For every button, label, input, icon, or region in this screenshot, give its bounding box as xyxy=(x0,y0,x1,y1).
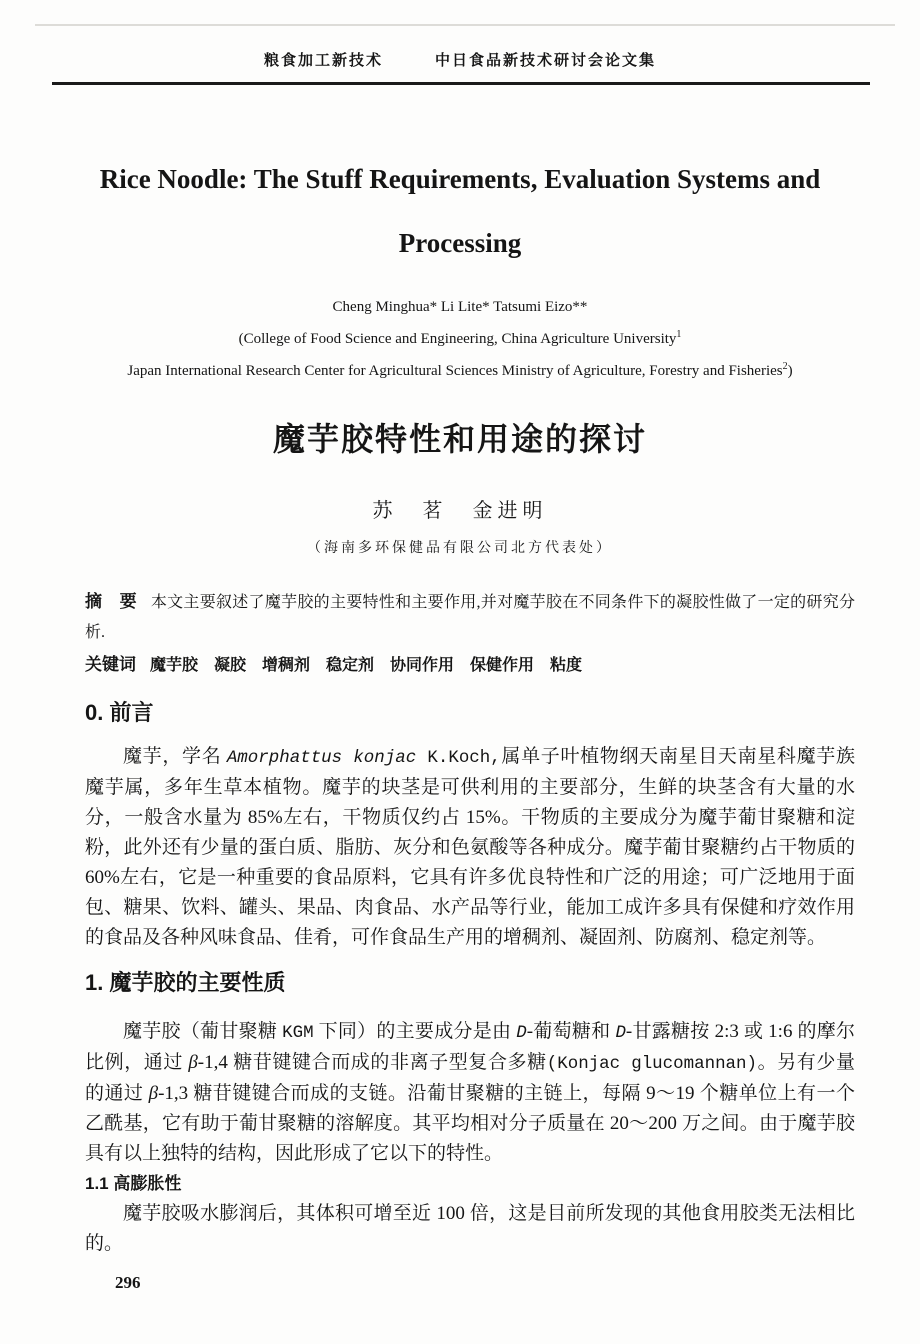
paragraph-text-segment: -甘露糖按 2:3 或 1:6 的摩尔比例，通过 xyxy=(85,1021,855,1073)
paper-title-english-line-1: Rice Noodle: The Stuff Requirements, Evaluation Systems and xyxy=(99,164,821,194)
beta-symbol: β xyxy=(188,1052,198,1073)
affiliation-line-1 xyxy=(0,323,920,355)
abstract-text: 本文主要叙述了魔芋胶的主要特性和主要作用,并对魔芋胶在不同条件下的凝胶性做了一定的研究分析. xyxy=(85,594,855,641)
paragraph-text-segment: 下同）的主要成分是由 xyxy=(313,1021,517,1042)
section-1-heading: 1. 魔芋胶的主要性质 xyxy=(85,970,286,995)
authors-chinese: 苏 茗 金进明 xyxy=(372,500,548,522)
d-prefix-mannose: D xyxy=(615,1023,626,1043)
affiliation-line-2 xyxy=(0,355,920,387)
paragraph-text-segment: -1,4 糖苷键键合而成的非离子型复合多糖 xyxy=(197,1052,547,1073)
paper-title-chinese: 魔芋胶特性和用途的探讨 xyxy=(272,421,647,457)
subsection-1-1-heading: 1.1 高膨胀性 xyxy=(85,1174,182,1193)
glucomannan-latin: (Konjac glucomannan) xyxy=(546,1054,758,1074)
scan-artifact-line xyxy=(35,24,895,26)
keywords-list: 魔芋胶 凝胶 增稠剂 稳定剂 协同作用 保健作用 粘度 xyxy=(150,657,583,674)
section-0-heading: 0. 前言 xyxy=(85,700,154,725)
d-prefix-glucose: D xyxy=(516,1023,527,1043)
affiliation-1-text: (College of Food Science and Engineering, China Agriculture University xyxy=(238,331,677,347)
keywords-label: 关键词 xyxy=(85,655,136,674)
affiliation-2-close-paren: ) xyxy=(787,363,793,379)
header-divider xyxy=(52,82,870,85)
section-1-paragraph xyxy=(85,1017,855,1169)
paragraph-text-segment: 。另有少量的通过 xyxy=(85,1052,855,1104)
running-header xyxy=(0,0,920,72)
paper-title-english-line-2: Processing xyxy=(398,228,522,258)
abstract-block xyxy=(85,587,855,648)
subsection-1-1-paragraph: 魔芋胶吸水膨润后，其体积可增至近 100 倍，这是目前所发现的其他食用胶类无法相比的。 xyxy=(85,1203,855,1254)
paragraph-text-segment: 属单子叶植物纲天南星目天南星科魔芋族魔芋属，多年生草本植物。魔芋的块茎是可供利用的主要部分，生鲜的块茎含有大量的水分，一般含水量为 85%左右，干物质仅约占 15%。干物质的主要成分为魔芋葡甘聚糖和淀粉，此外还有少量的蛋白质、脂肪、灰分和色氨酸等各种成分。魔芋葡甘聚糖约占干物质的 60%左右，它是一种重要的食品原料，它具有许多优良特性和广泛的用途；可广泛地用于面包、糖果、饮料、罐头、果品、肉食品、水产品等行业，能加工成许多具有保健和疗效作用的食品及各种风味食品、佳肴，可作食品生产用的增稠剂、凝固剂、防腐剂、稳定剂等。 xyxy=(85,746,855,948)
species-authority: K.Koch, xyxy=(416,748,501,768)
kgm-abbreviation: KGM xyxy=(282,1023,314,1043)
paragraph-text-segment: 魔芋胶（葡甘聚糖 xyxy=(123,1021,283,1042)
header-proceedings-title: 中日食品新技术研讨会论文集 xyxy=(435,53,657,69)
beta-symbol: β xyxy=(148,1083,159,1104)
abstract-label: 摘 要 xyxy=(85,592,137,611)
affiliation-footnote-2: 2 xyxy=(782,361,788,372)
authors-english: Cheng Minghua* Li Lite* Tatsumi Eizo** xyxy=(332,299,588,315)
byline-block xyxy=(0,291,920,387)
species-name-latin: Amorphattus konjac xyxy=(226,748,417,768)
paragraph-text-segment: -葡萄糖和 xyxy=(526,1021,616,1042)
header-series-title: 粮食加工新技术 xyxy=(263,53,383,69)
paragraph-text-segment: 魔芋，学名 xyxy=(123,746,227,767)
page-number: 296 xyxy=(115,1273,141,1292)
keywords-block xyxy=(85,650,855,681)
affiliation-chinese: （海南多环保健品有限公司北方代表处） xyxy=(307,541,613,556)
affiliation-footnote-1: 1 xyxy=(676,329,682,340)
paragraph-text-segment: -1,3 糖苷键键合而成的支链。沿葡甘聚糖的主链上，每隔 9～19 个糖单位上有一个乙酰基，它有助于葡甘聚糖的溶解度。其平均相对分子质量在 20～200 万之间。由于魔芋胶具有以上独特的结构，因此形成了它以下的特性。 xyxy=(85,1083,855,1164)
section-0-paragraph xyxy=(85,742,855,953)
affiliation-2-text: Japan International Research Center for Agricultural Sciences Ministry of Agriculture, Forestry and Fisheries xyxy=(127,363,783,379)
paper-title-english xyxy=(0,147,920,275)
